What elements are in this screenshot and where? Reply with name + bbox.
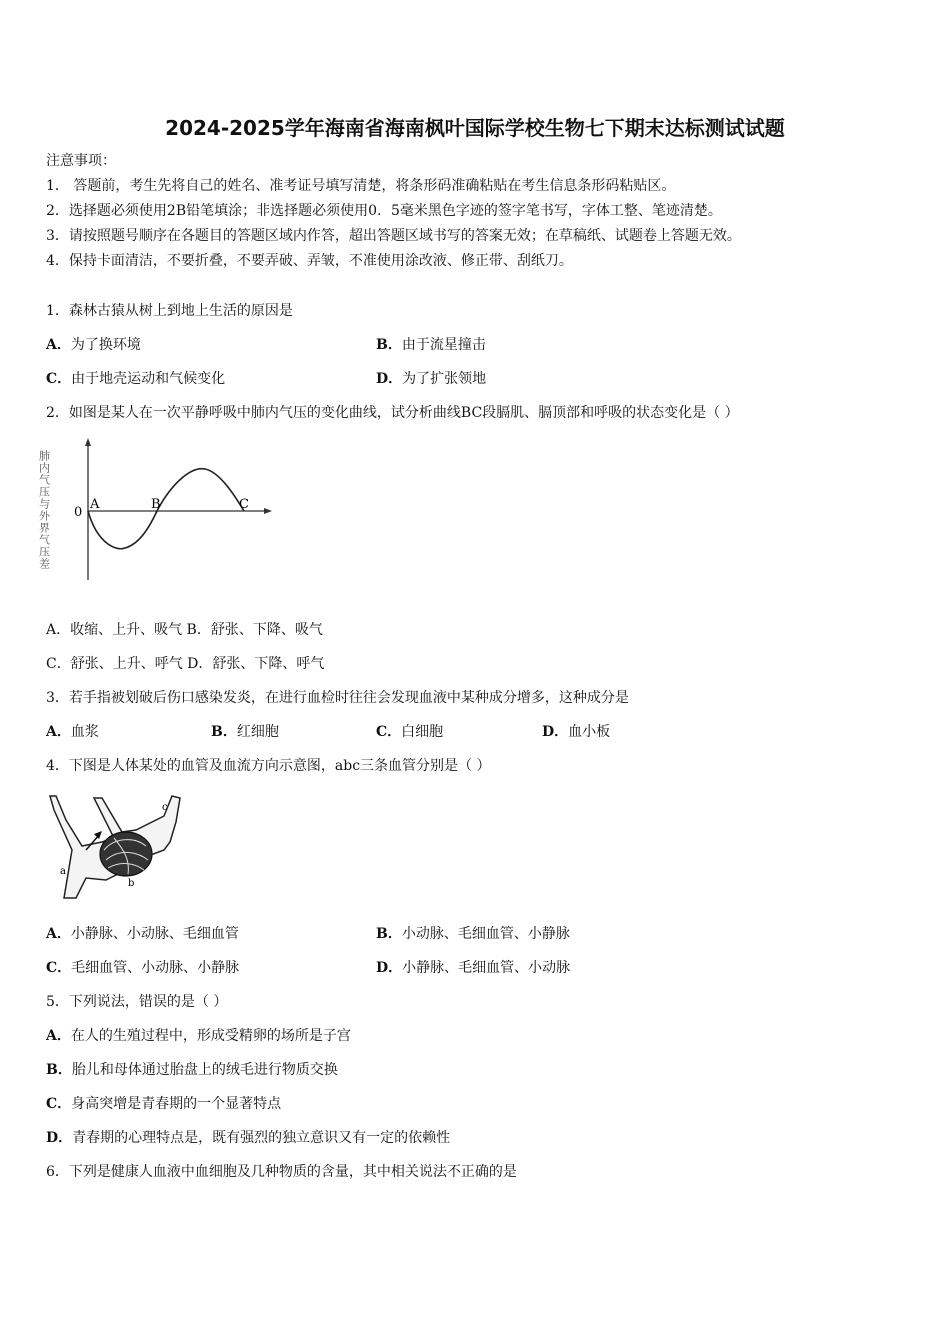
notice-item-2: 2．选择题必须使用2B铅笔填涂；非选择题必须使用0．5毫米黑色字迹的签字笔书写，字体工整、笔迹清楚。 <box>46 203 722 219</box>
notice-heading: 注意事项： <box>46 153 116 169</box>
q2-options-row-2[interactable]: C．舒张、上升、呼气 D．舒张、下降、呼气 <box>46 656 325 672</box>
origin-label: 0 <box>74 505 83 520</box>
q3-option-d[interactable]: D．血小板 <box>542 724 611 740</box>
y-axis-arrow <box>85 438 91 446</box>
q2-options-row-1[interactable]: A．收缩、上升、吸气 B．舒张、下降、吸气 <box>46 622 323 638</box>
q3-option-c[interactable]: C．白细胞 <box>376 724 444 740</box>
q4-option-a[interactable]: A．小静脉、小动脉、毛细血管 <box>46 926 239 942</box>
x-axis-arrow <box>264 508 272 514</box>
q1-option-b[interactable]: B．由于流星撞击 <box>376 337 486 353</box>
q5-option-b[interactable]: B．胎儿和母体通过胎盘上的绒毛进行物质交换 <box>46 1062 338 1078</box>
pressure-curve-figure <box>37 436 280 586</box>
q1-option-a[interactable]: A．为了换环境 <box>46 337 141 353</box>
label-b: b <box>128 878 135 889</box>
notice-item-3: 3．请按照题号顺序在各题目的答题区域内作答，超出答题区域书写的答案无效；在草稿纸、试题卷上答题无效。 <box>46 228 741 244</box>
notice-item-4: 4．保持卡面清洁，不要折叠，不要弄破、弄皱，不准使用涂改液、修正带、刮纸刀。 <box>46 253 573 269</box>
point-b-label: B <box>151 497 161 512</box>
pressure-ylabel: 肺内气压与外界气压差 <box>37 450 51 570</box>
q6-stem: 6．下列是健康人血液中血细胞及几种物质的含量，其中相关说法不正确的是 <box>46 1164 517 1180</box>
q5-stem: 5．下列说法，错误的是（ ） <box>46 994 228 1010</box>
q2-stem: 2．如图是某人在一次平静呼吸中肺内气压的变化曲线，试分析曲线BC段膈肌、膈顶部和呼吸的状态变化是（ ） <box>46 405 739 421</box>
q1-stem: 1．森林古猿从树上到地上生活的原因是 <box>46 303 293 319</box>
q1-option-c[interactable]: C．由于地壳运动和气候变化 <box>46 371 226 387</box>
q4-option-c[interactable]: C．毛细血管、小动脉、小静脉 <box>46 960 240 976</box>
q3-option-b[interactable]: B．红细胞 <box>211 724 279 740</box>
q5-option-a[interactable]: A．在人的生殖过程中，形成受精卵的场所是子宫 <box>46 1028 351 1044</box>
label-a: a <box>60 866 66 877</box>
q3-stem: 3．若手指被划破后伤口感染发炎，在进行血检时往往会发现血液中某种成分增多，这种成分是 <box>46 690 629 706</box>
notice-item-1: 1． 答题前，考生先将自己的姓名、准考证号填写清楚，将条形码准确粘贴在考生信息条形码粘贴区。 <box>46 178 676 194</box>
flow-arrow-head <box>94 831 102 839</box>
q4-option-d[interactable]: D．小静脉、毛细血管、小动脉 <box>376 960 571 976</box>
q4-stem: 4．下图是人体某处的血管及血流方向示意图，abc三条血管分别是（ ） <box>46 758 491 774</box>
pressure-curve <box>88 469 244 549</box>
q4-option-b[interactable]: B．小动脉、毛细血管、小静脉 <box>376 926 570 942</box>
point-c-label: C <box>239 497 249 512</box>
q5-option-c[interactable]: C．身高突增是青春期的一个显著特点 <box>46 1096 282 1112</box>
point-a-label: A <box>90 497 100 512</box>
page-title: 2024-2025学年海南省海南枫叶国际学校生物七下期末达标测试试题 <box>165 116 785 140</box>
label-c: c <box>162 802 168 813</box>
blood-vessel-figure <box>44 790 184 900</box>
q5-option-d[interactable]: D．青春期的心理特点是，既有强烈的独立意识又有一定的依赖性 <box>46 1130 451 1146</box>
q1-option-d[interactable]: D．为了扩张领地 <box>376 371 487 387</box>
capillary-network <box>100 832 152 876</box>
q3-option-a[interactable]: A．血浆 <box>46 724 99 740</box>
